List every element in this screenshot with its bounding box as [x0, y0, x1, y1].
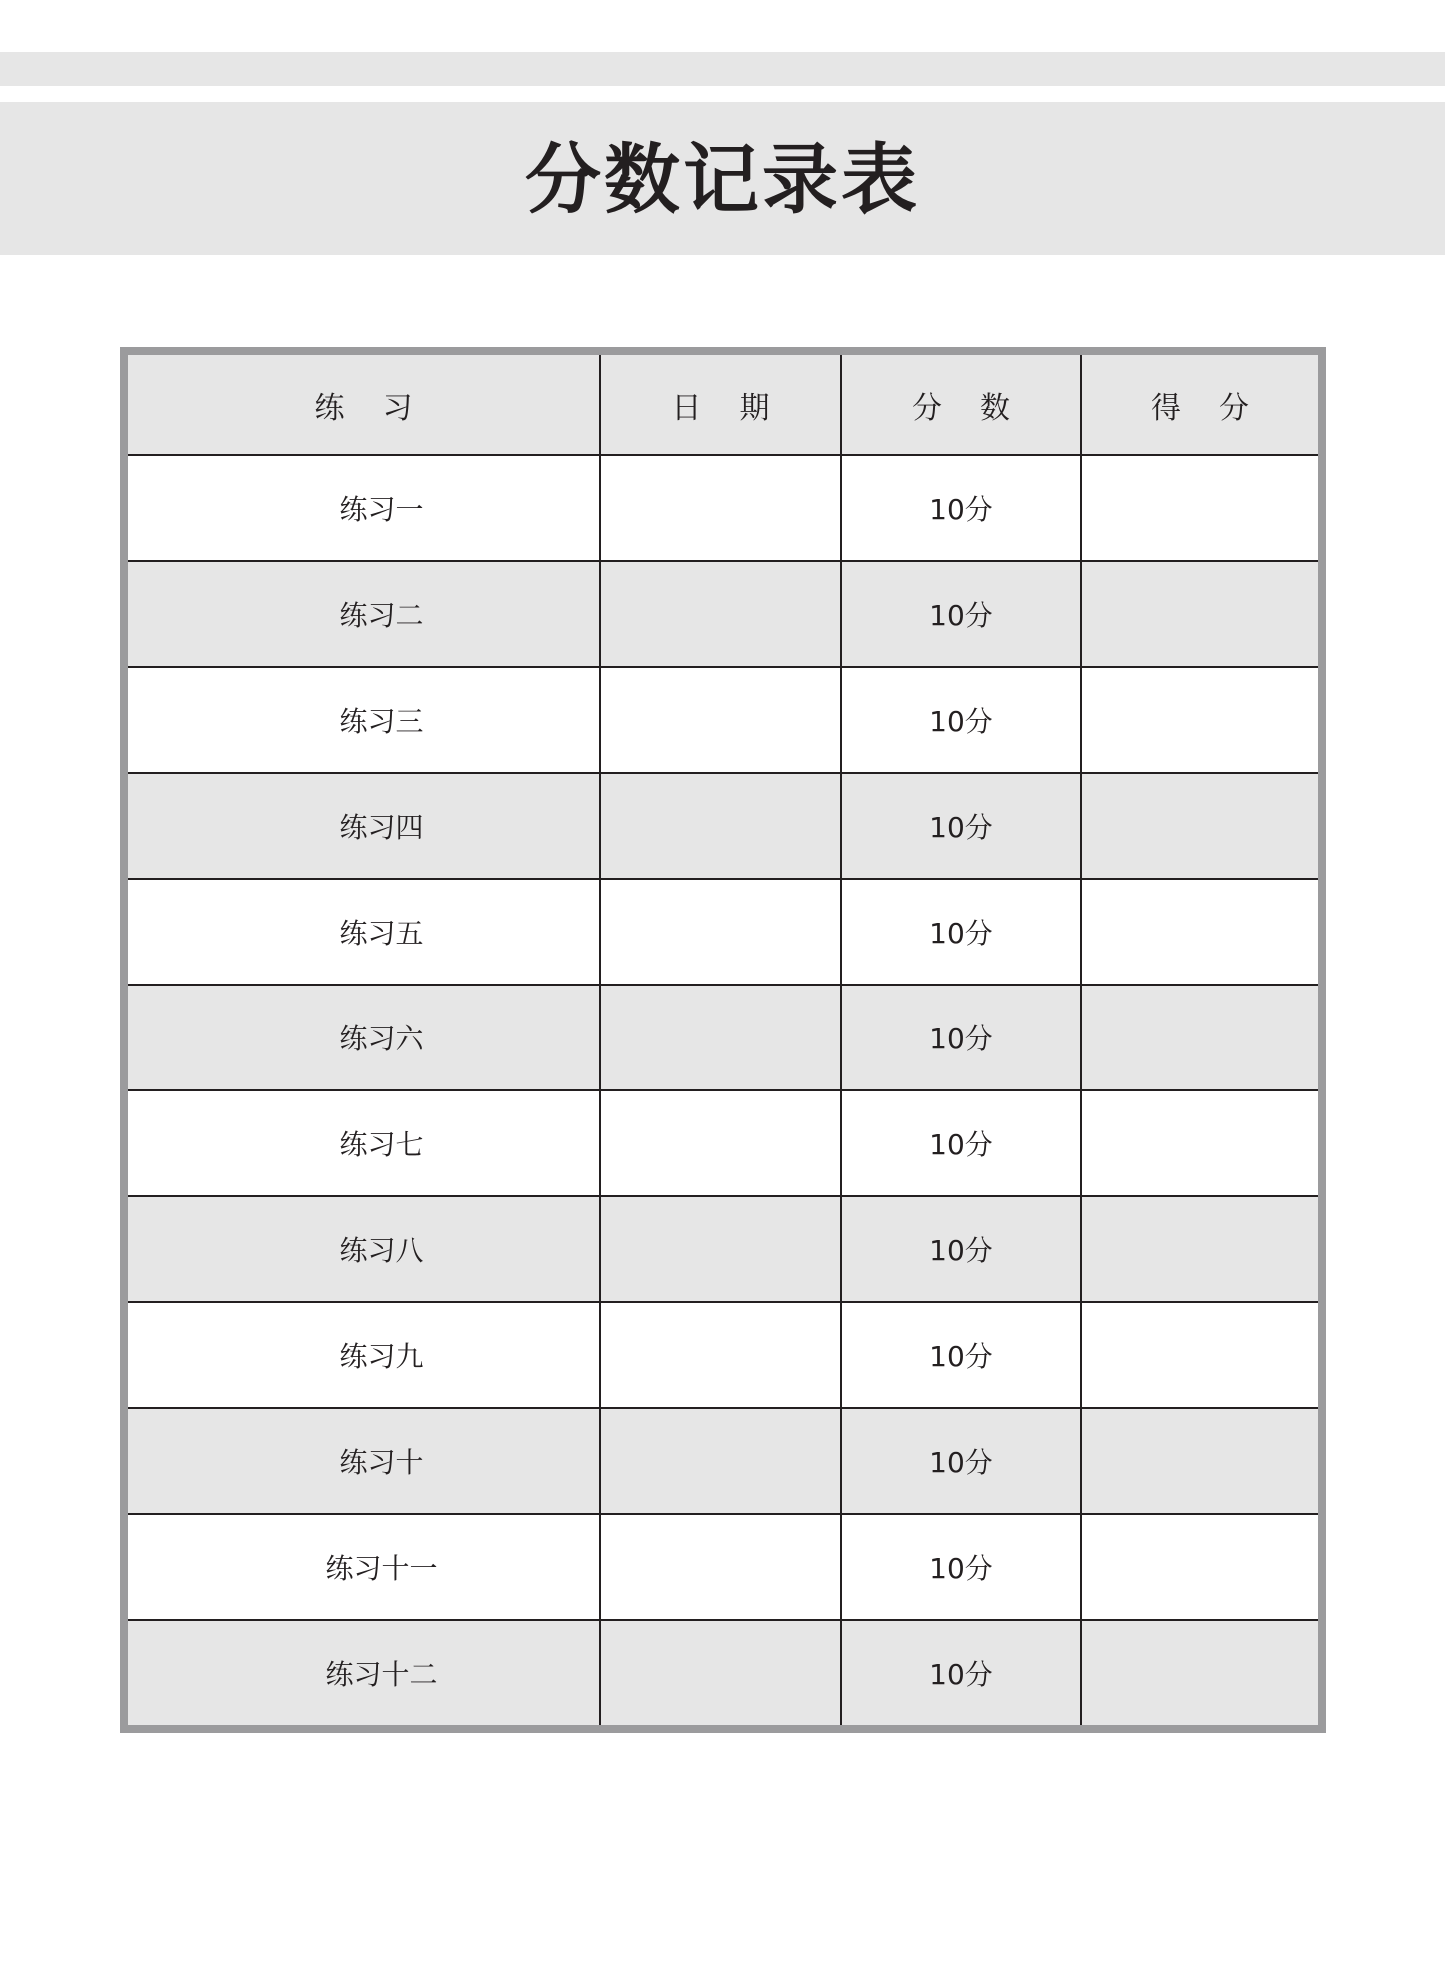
table-row — [128, 1408, 1318, 1514]
exercise-cell — [128, 667, 600, 773]
full-score-cell: 10分 — [841, 1620, 1081, 1725]
top-decorative-band — [0, 52, 1445, 86]
date-cell[interactable] — [600, 561, 841, 667]
full-score-cell: 10分 — [841, 879, 1081, 985]
full-score-cell: 10分 — [841, 1090, 1081, 1196]
score-cell[interactable] — [1081, 773, 1318, 879]
header-full-score — [841, 355, 1081, 455]
exercise-name: 练习十二 — [325, 1657, 438, 1691]
date-cell[interactable] — [600, 879, 841, 985]
full-score-cell: 10分 — [841, 455, 1081, 561]
exercise-cell — [128, 1620, 600, 1725]
exercise-name: 练习十 — [339, 1446, 424, 1480]
date-cell[interactable] — [600, 1514, 841, 1620]
date-cell[interactable] — [600, 1090, 841, 1196]
exercise-cell — [128, 561, 600, 667]
exercise-cell — [128, 1408, 600, 1514]
exercise-name: 练习十一 — [325, 1552, 438, 1586]
date-cell[interactable] — [600, 1620, 841, 1725]
exercise-name: 练习五 — [339, 916, 424, 950]
exercise-name: 练习二 — [339, 598, 424, 632]
score-cell[interactable] — [1081, 985, 1318, 1091]
exercise-cell — [128, 1302, 600, 1408]
table-row — [128, 1514, 1318, 1620]
full-score-cell: 10分 — [841, 985, 1081, 1091]
full-score-cell: 10分 — [841, 1408, 1081, 1514]
date-cell[interactable] — [600, 1196, 841, 1302]
table-header-row — [128, 355, 1318, 455]
full-score-cell: 10分 — [841, 561, 1081, 667]
header-exercise — [128, 355, 600, 455]
exercise-name: 练习六 — [339, 1022, 424, 1056]
score-record-table-frame — [120, 347, 1326, 1733]
table-row — [128, 985, 1318, 1091]
full-score-cell: 10分 — [841, 1302, 1081, 1408]
score-cell[interactable] — [1081, 1620, 1318, 1725]
table-row — [128, 773, 1318, 879]
score-cell[interactable] — [1081, 1302, 1318, 1408]
exercise-cell — [128, 1196, 600, 1302]
header-full-score-label: 分数 — [912, 390, 1048, 426]
date-cell[interactable] — [600, 1408, 841, 1514]
score-cell[interactable] — [1081, 1196, 1318, 1302]
table-row — [128, 561, 1318, 667]
header-exercise-label: 练习 — [314, 390, 451, 426]
full-score-cell: 10分 — [841, 1514, 1081, 1620]
exercise-cell — [128, 985, 600, 1091]
table-row — [128, 1620, 1318, 1725]
date-cell[interactable] — [600, 773, 841, 879]
exercise-name: 练习四 — [339, 810, 424, 844]
full-score-cell: 10分 — [841, 1196, 1081, 1302]
date-cell[interactable] — [600, 455, 841, 561]
table-row — [128, 455, 1318, 561]
exercise-name: 练习九 — [339, 1340, 424, 1374]
score-cell[interactable] — [1081, 455, 1318, 561]
exercise-name: 练习八 — [339, 1234, 424, 1268]
table-row — [128, 1302, 1318, 1408]
exercise-cell — [128, 1090, 600, 1196]
header-date-label: 日期 — [671, 390, 808, 426]
table-row — [128, 1196, 1318, 1302]
score-cell[interactable] — [1081, 1514, 1318, 1620]
table-row — [128, 667, 1318, 773]
exercise-cell — [128, 773, 600, 879]
header-score — [1081, 355, 1318, 455]
score-cell[interactable] — [1081, 667, 1318, 773]
exercise-name: 练习一 — [339, 492, 424, 526]
table-row — [128, 879, 1318, 985]
exercise-name: 练习三 — [339, 704, 424, 738]
exercise-cell — [128, 879, 600, 985]
exercise-cell — [128, 1514, 600, 1620]
date-cell[interactable] — [600, 985, 841, 1091]
table-row — [128, 1090, 1318, 1196]
page-title: 分数记录表 — [525, 134, 920, 224]
score-cell[interactable] — [1081, 561, 1318, 667]
full-score-cell: 10分 — [841, 667, 1081, 773]
exercise-name: 练习七 — [339, 1128, 424, 1162]
date-cell[interactable] — [600, 667, 841, 773]
header-date — [600, 355, 841, 455]
exercise-cell — [128, 455, 600, 561]
score-cell[interactable] — [1081, 1408, 1318, 1514]
date-cell[interactable] — [600, 1302, 841, 1408]
title-banner — [0, 102, 1445, 255]
header-score-label: 得分 — [1151, 390, 1287, 426]
score-record-table — [128, 355, 1318, 1725]
full-score-cell: 10分 — [841, 773, 1081, 879]
score-cell[interactable] — [1081, 1090, 1318, 1196]
score-cell[interactable] — [1081, 879, 1318, 985]
